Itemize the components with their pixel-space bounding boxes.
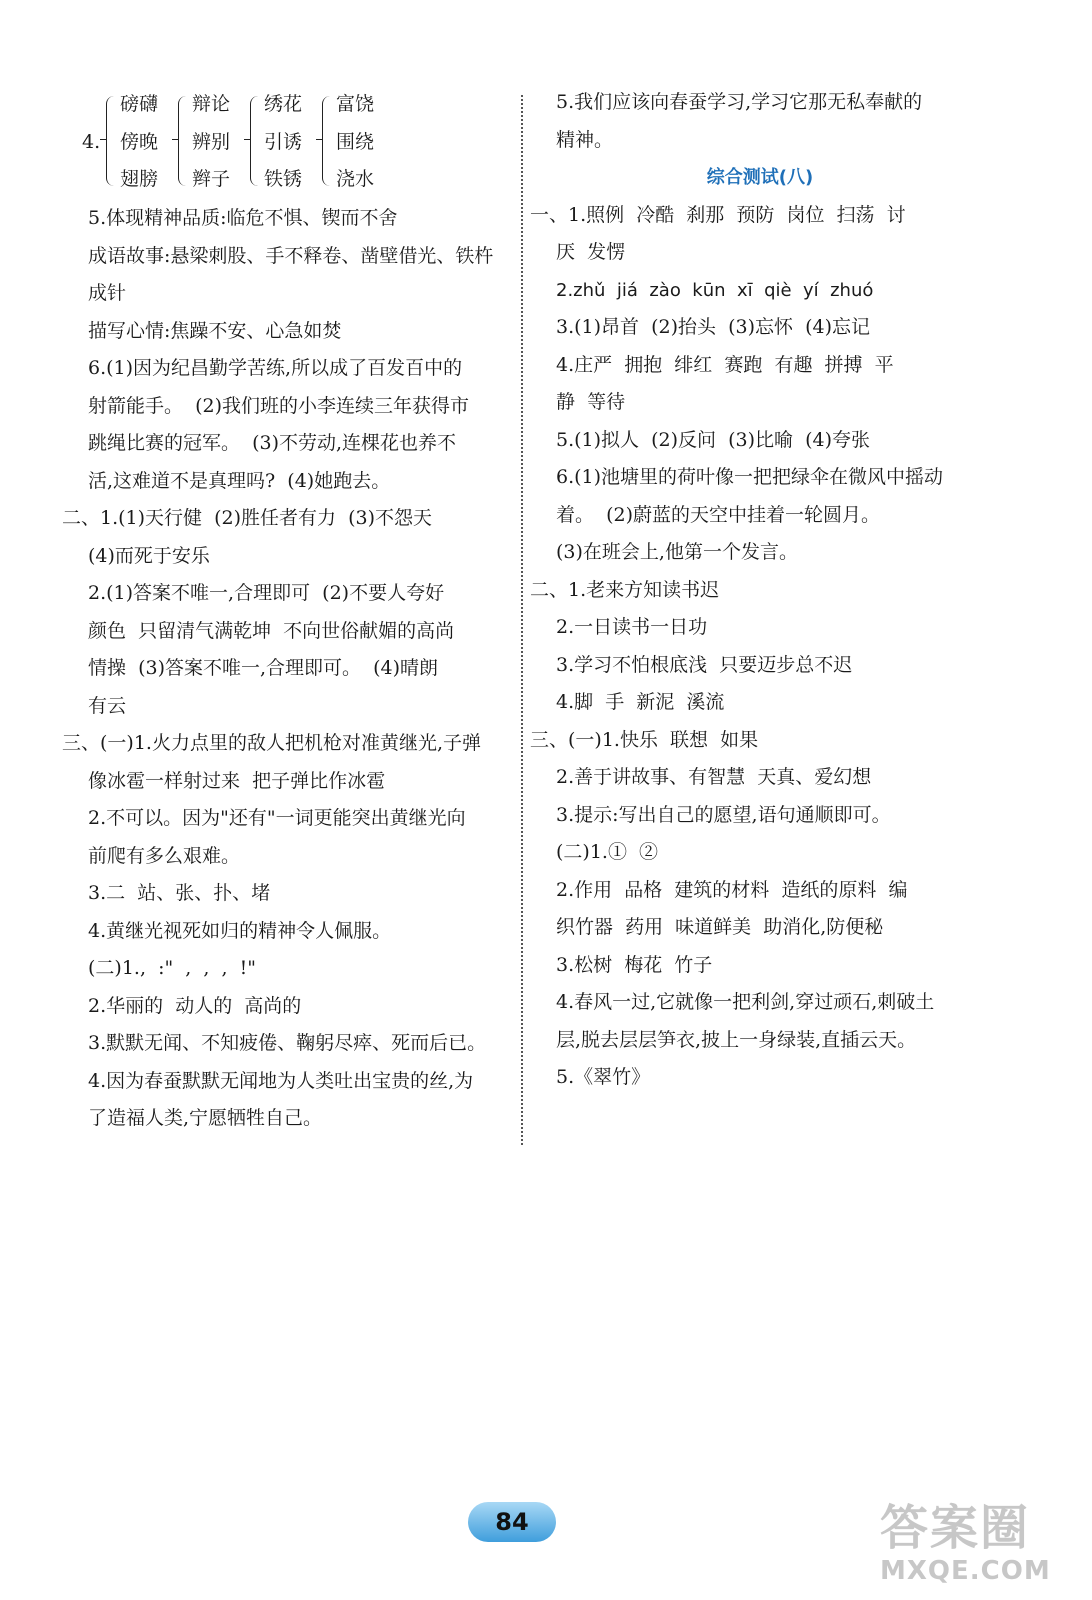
answer-line: 4.因为春蚕默默无闻地为人类吐出宝贵的丝,为 xyxy=(88,1069,474,1092)
answer-line: 精神。 xyxy=(556,128,614,151)
word-group-1 xyxy=(106,86,186,199)
answer-line: 成针 xyxy=(88,282,127,304)
answer-line: 成语故事:悬梁刺股、手不释卷、凿壁借光、铁杵 xyxy=(88,244,494,267)
word: 围绕 xyxy=(336,130,375,153)
brace-icon xyxy=(106,96,115,186)
answer-line: 情操 (3)答案不唯一,合理即可。 (4)晴朗 xyxy=(88,657,439,679)
answer-line: 静 等待 xyxy=(556,391,626,413)
watermark-url: MXQE.COM xyxy=(880,1556,1051,1586)
watermark-title: 答案圈 xyxy=(880,1500,1031,1556)
section-heading-line: 三、(一)1.火力点里的敌人把机枪对准黄继光,子弹 xyxy=(62,732,481,754)
answer-line: 3.提示:写出自己的愿望,语句通顺即可。 xyxy=(556,803,891,826)
answer-line: 活,这难道不是真理吗? (4)她跑去。 xyxy=(88,469,391,492)
answer-line: 了造福人类,宁愿牺牲自己。 xyxy=(88,1107,323,1129)
answer-line: 射箭能手。 (2)我们班的小李连续三年获得市 xyxy=(88,394,469,417)
section-title: 综合测试(八) xyxy=(706,167,814,188)
word: 浇水 xyxy=(336,168,375,190)
answer-line: 5.《翠竹》 xyxy=(556,1066,651,1088)
word: 翅膀 xyxy=(120,168,159,190)
word: 傍晚 xyxy=(120,130,159,153)
answer-line: 前爬有多么艰难。 xyxy=(88,844,241,867)
word: 磅礴 xyxy=(120,93,159,115)
answer-line: 有云 xyxy=(88,694,127,717)
answer-line: 4.黄继光视死如归的精神令人佩服。 xyxy=(88,919,392,942)
answer-line: 2.作用 品格 建筑的材料 造纸的原料 编 xyxy=(556,878,908,901)
answer-line: (4)而死于安乐 xyxy=(88,544,210,567)
word: 辩论 xyxy=(192,93,231,115)
answer-line: 厌 发愣 xyxy=(556,241,626,263)
brace-icon xyxy=(250,96,259,186)
q4-word-groups xyxy=(62,86,512,200)
column-divider xyxy=(521,95,523,1145)
word: 引诱 xyxy=(264,130,303,153)
answer-line: 3.二 站、张、扑、堵 xyxy=(88,882,271,904)
answer-line: (二)1., :" , , , !" xyxy=(88,957,257,979)
answer-line: (3)在班会上,他第一个发言。 xyxy=(556,541,798,563)
section-heading-line: 一、1.照例 冷酷 刹那 预防 岗位 扫荡 讨 xyxy=(530,203,906,226)
answer-line: 3.松树 梅花 竹子 xyxy=(556,953,713,976)
page-number: 84 xyxy=(468,1502,556,1542)
brace-icon xyxy=(178,96,187,186)
answer-line: 6.(1)因为纪昌勤学苦练,所以成了百发百中的 xyxy=(88,357,463,379)
word-group-2 xyxy=(178,86,258,199)
answer-line: 织竹器 药用 味道鲜美 助消化,防便秘 xyxy=(556,916,884,938)
section-heading-line: 二、1.老来方知读书迟 xyxy=(530,578,720,601)
answer-line: 4.庄严 拥抱 绯红 赛跑 有趣 拼搏 平 xyxy=(556,353,894,376)
answer-line: 层,脱去层层笋衣,披上一身绿装,直插云天。 xyxy=(556,1028,917,1051)
brace-icon xyxy=(322,96,331,186)
answer-line: 2.不可以。因为"还有"一词更能突出黄继光向 xyxy=(88,807,466,829)
answer-line: 3.(1)昂首 (2)抬头 (3)忘怀 (4)忘记 xyxy=(556,316,871,338)
answer-line: 5.我们应该向春蚕学习,学习它那无私奉献的 xyxy=(556,91,923,113)
right-column xyxy=(530,84,990,1097)
section-heading-line: 二、1.(1)天行健 (2)胜任者有力 (3)不怨天 xyxy=(62,507,433,529)
answer-line: 3.学习不怕根底浅 只要迈步总不迟 xyxy=(556,653,853,676)
answer-line: 着。 (2)蔚蓝的天空中挂着一轮圆月。 xyxy=(556,503,880,526)
word: 富饶 xyxy=(336,93,375,115)
answer-line: 描写心情:焦躁不安、心急如焚 xyxy=(88,319,342,342)
answer-line: 5.(1)拟人 (2)反问 (3)比喻 (4)夸张 xyxy=(556,428,871,451)
watermark-logo xyxy=(880,1500,1080,1595)
answer-line: 4.春风一过,它就像一把利剑,穿过顽石,刺破土 xyxy=(556,991,935,1013)
word: 绣花 xyxy=(264,93,303,115)
answer-line: 像冰雹一样射过来 把子弹比作冰雹 xyxy=(88,769,386,792)
section-heading-line: 三、(一)1.快乐 联想 如果 xyxy=(530,728,759,751)
word: 辨别 xyxy=(192,130,231,153)
answer-line: 6.(1)池塘里的荷叶像一把把绿伞在微风中摇动 xyxy=(556,466,944,488)
answer-line: 2.华丽的 动人的 高尚的 xyxy=(88,994,302,1017)
left-column xyxy=(62,84,512,1138)
answer-line: 5.体现精神品质:临危不惧、锲而不舍 xyxy=(88,207,398,229)
answer-line: 3.默默无闻、不知疲倦、鞠躬尽瘁、死而后已。 xyxy=(88,1032,487,1054)
answer-line: 2.善于讲故事、有智慧 天真、爱幻想 xyxy=(556,766,872,788)
answer-line: 2.(1)答案不唯一,合理即可 (2)不要人夸好 xyxy=(88,582,445,604)
word: 铁锈 xyxy=(264,168,303,190)
answer-line: 4.脚 手 新泥 溪流 xyxy=(556,691,725,713)
answer-line: 2.一日读书一日功 xyxy=(556,616,708,638)
q4-number: 4. xyxy=(82,131,101,153)
word-group-4 xyxy=(322,86,402,199)
pinyin-line: 2.zhǔ jiá zào kūn xī qiè yí zhuó xyxy=(556,279,874,301)
word: 辫子 xyxy=(192,168,231,190)
answer-line: (二)1.① ② xyxy=(556,841,659,863)
answer-line: 跳绳比赛的冠军。 (3)不劳动,连棵花也养不 xyxy=(88,432,457,454)
answer-line: 颜色 只留清气满乾坤 不向世俗献媚的高尚 xyxy=(88,619,455,642)
word-group-3 xyxy=(250,86,330,199)
